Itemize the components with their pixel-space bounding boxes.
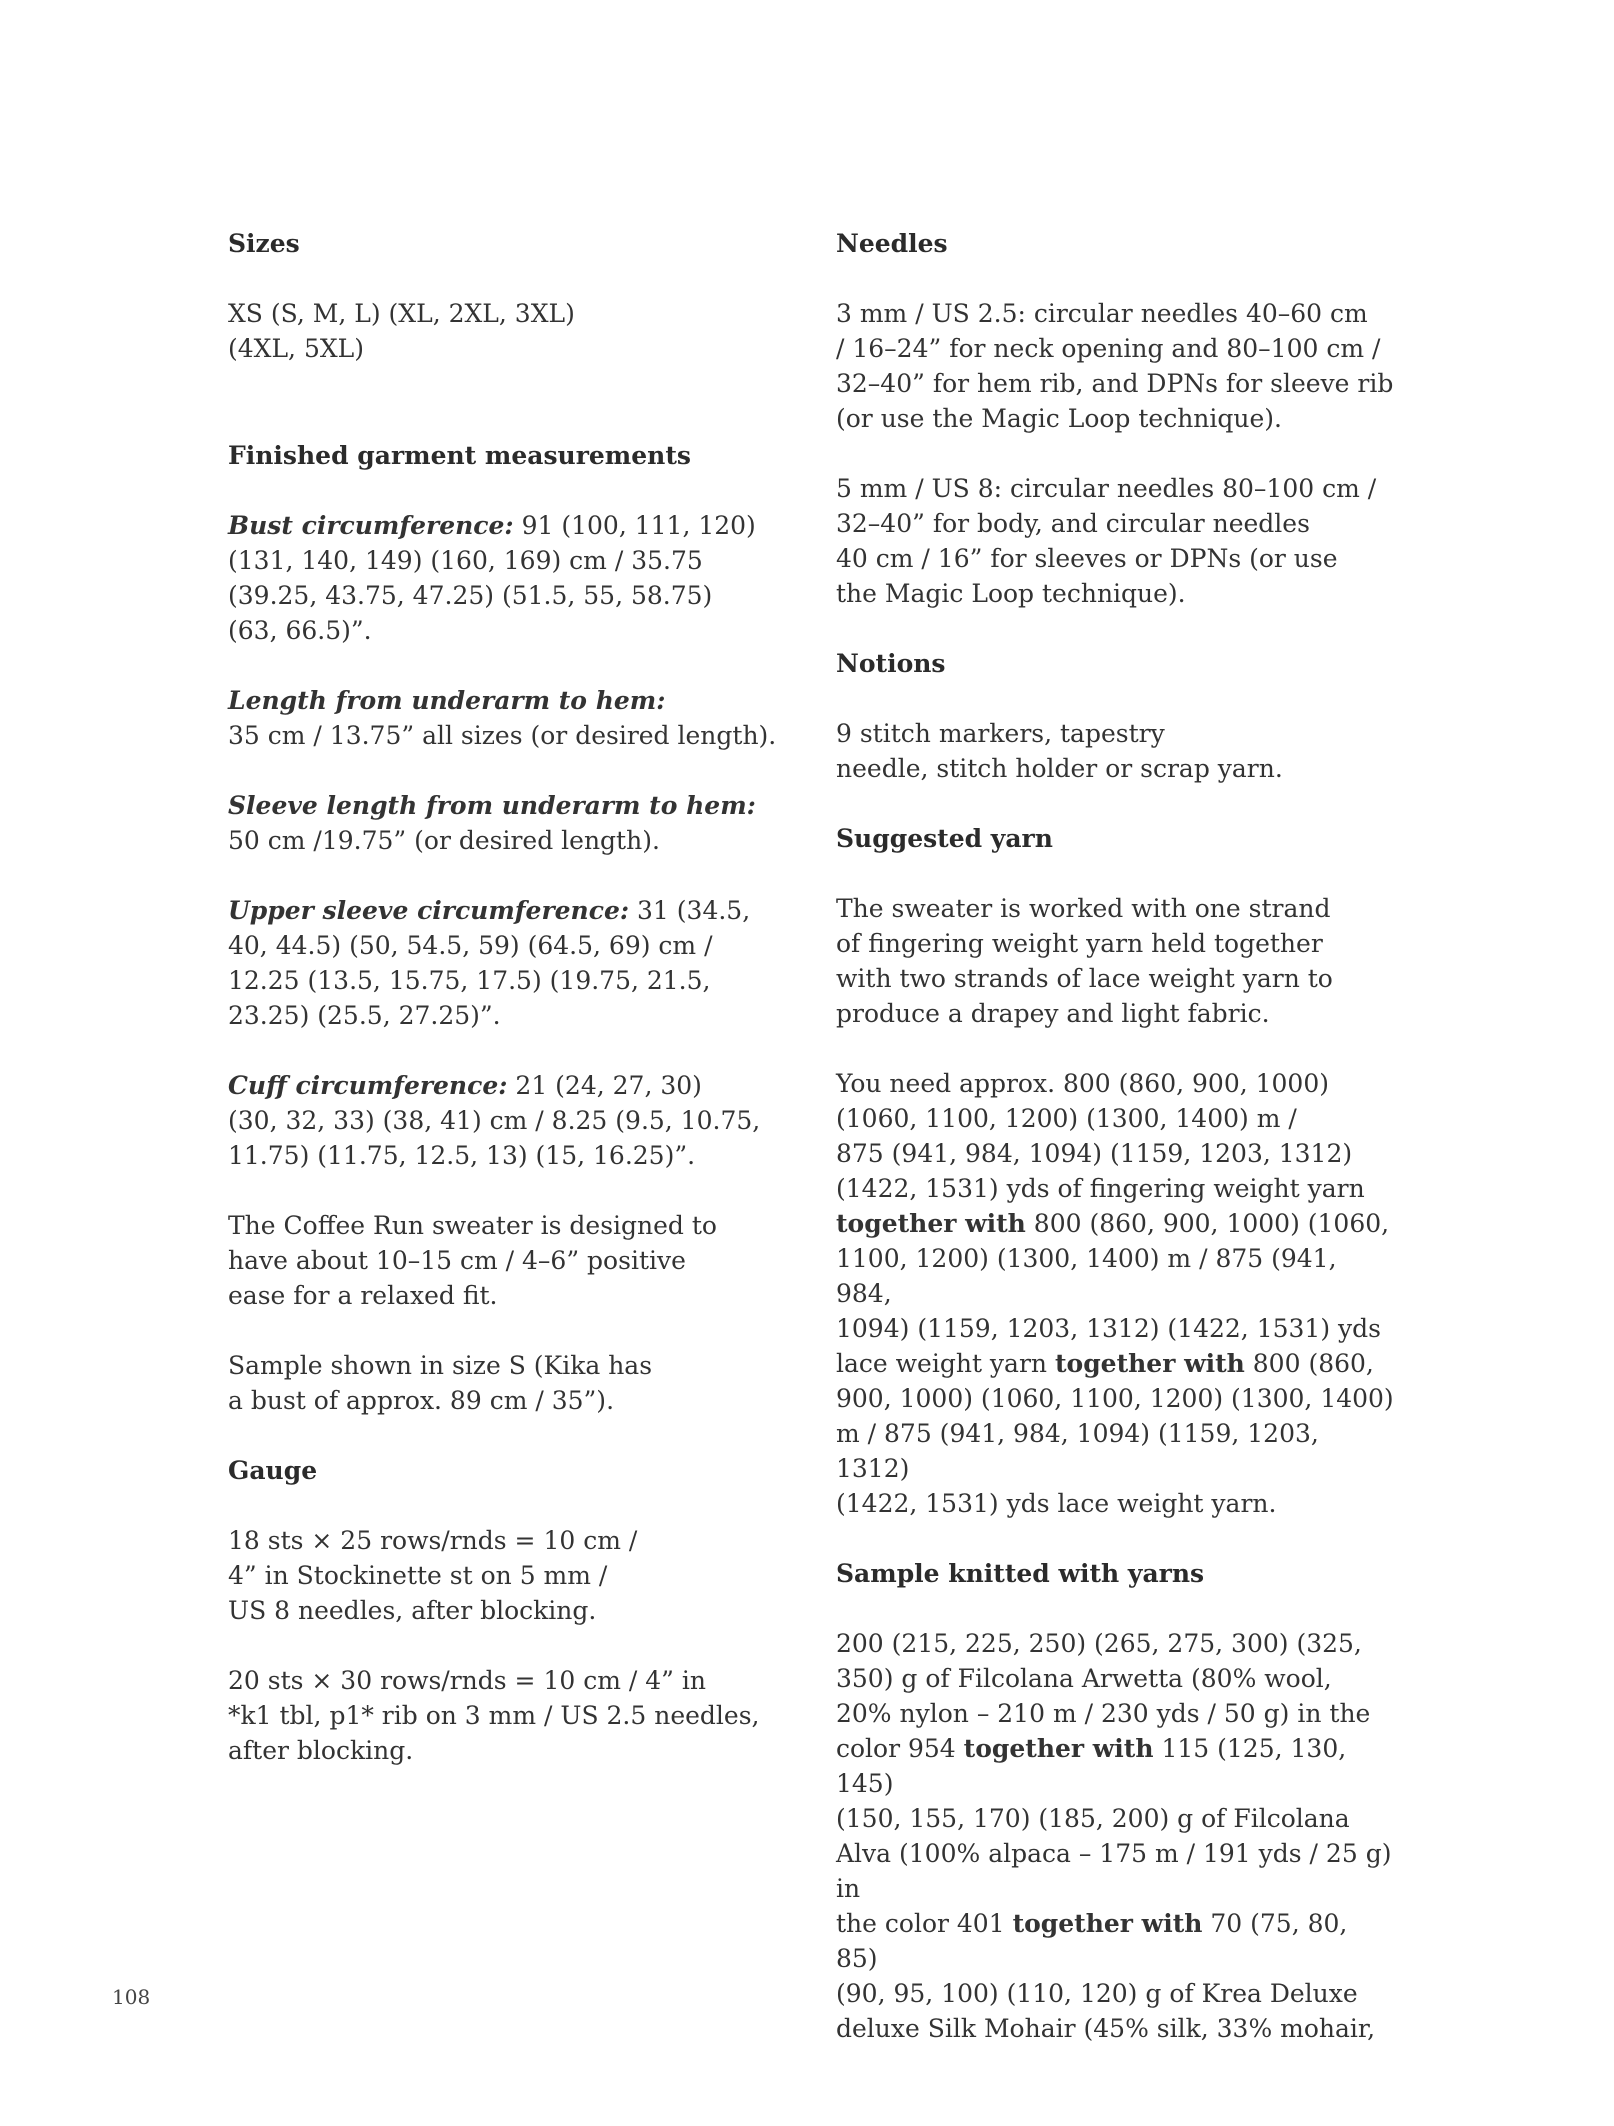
yarn-amounts-part-3: 800 (860, 900, 1000) (1060, 1100, 1200) (1300, 1400) m / 875 (941, 984, 1094) (1159, 1203, 1312) (1422, 1531) yds lace weight yarn. [836, 1349, 1394, 1518]
sample-yarns-heading: Sample knitted with yarns [836, 1559, 1205, 1588]
measurements-heading: Finished garment measurements [228, 441, 691, 470]
page-number: 108 [112, 1985, 151, 2009]
needles-text-3mm: 3 mm / US 2.5: circular needles 40–60 cm / 16–24” for neck opening and 80–100 cm / 32–40” for hem rib, and DPNs for sleeve rib (or use the Magic Loop technique). [836, 299, 1394, 433]
yarn-amounts-part-2: 800 (860, 900, 1000) (1060, 1100, 1200) (1300, 1400) m / 875 (941, 984, 1094) (1159, 1203, 1312) (1422, 1531) yds lace weight yarn [836, 1209, 1390, 1378]
sample-yarns-part-1: 200 (215, 225, 250) (265, 275, 300) (325, 350) g of Filcolana Arwetta (80% wool, 20% nylon – 210 m / 230 yds / 50 g) in the color 954 [836, 1629, 1371, 1763]
together-with-1: together with [836, 1209, 1026, 1238]
sleeve-length [228, 788, 788, 858]
notions-heading: Notions [836, 649, 946, 678]
cuff-circumference [228, 1068, 788, 1173]
together-with-3: together with [963, 1734, 1154, 1763]
length-value: 35 cm / 13.75” all sizes (or desired length). [228, 721, 777, 750]
sizes-heading: Sizes [228, 229, 300, 258]
bust-value: 91 (100, 111, 120) (131, 140, 149) (160, 169) cm / 35.75 (39.25, 43.75, 47.25) (51.5, 55, 58.75) (63, 66.5)”. [228, 511, 756, 645]
ease-text: The Coffee Run sweater is designed to have about 10–15 cm / 4–6” positive ease for a relaxed fit. [228, 1211, 717, 1310]
suggested-yarn-text: The sweater is worked with one strand of fingering weight yarn held together with two strands of lace weight yarn to produce a drapey and light fabric. [836, 894, 1333, 1028]
upper-value: 31 (34.5, 40, 44.5) (50, 54.5, 59) (64.5, 69) cm / 12.25 (13.5, 15.75, 17.5) (19.75, 21.5, 23.25) (25.5, 27.25)”. [228, 896, 751, 1030]
yarn-amounts-part-1: You need approx. 800 (860, 900, 1000) (1060, 1100, 1200) (1300, 1400) m / 875 (941, 984, 1094) (1159, 1203, 1312) (1422, 1531) yds of fingering weight yarn [836, 1069, 1365, 1203]
cuff-value: 21 (24, 27, 30) (30, 32, 33) (38, 41) cm / 8.25 (9.5, 10.75, 11.75) (11.75, 12.5, 13) (15, 16.25)”. [228, 1071, 761, 1170]
gauge-text-stockinette: 18 sts × 25 rows/rnds = 10 cm / 4” in Stockinette st on 5 mm / US 8 needles, after blocking. [228, 1526, 638, 1625]
bust-circumference [228, 508, 788, 648]
length-label: Length from underarm to hem: [228, 686, 666, 715]
cuff-label: Cuff circumference: [228, 1071, 508, 1100]
sleeve-value: 50 cm /19.75” (or desired length). [228, 826, 660, 855]
sleeve-label: Sleeve length from underarm to hem: [228, 791, 756, 820]
notions-text: 9 stitch markers, tapestry needle, stitch holder or scrap yarn. [836, 719, 1283, 783]
together-with-2: together with [1054, 1349, 1245, 1378]
right-column [836, 226, 1396, 2081]
upper-sleeve-circumference [228, 893, 788, 1033]
gauge-text-rib: 20 sts × 30 rows/rnds = 10 cm / 4” in *k1 tbl, p1* rib on 3 mm / US 2.5 needles, after blocking. [228, 1666, 760, 1765]
yarn-amounts [836, 1066, 1396, 1521]
left-column [228, 226, 788, 1803]
gauge-heading: Gauge [228, 1456, 318, 1485]
suggested-yarn-heading: Suggested yarn [836, 824, 1053, 853]
sizes-text: XS (S, M, L) (XL, 2XL, 3XL) (4XL, 5XL) [228, 299, 575, 363]
bust-label: Bust circumference: [228, 511, 514, 540]
length-underarm-hem [228, 683, 788, 753]
together-with-4: together with [1012, 1909, 1203, 1938]
upper-label: Upper sleeve circumference: [228, 896, 630, 925]
sample-size-text: Sample shown in size S (Kika has a bust of approx. 89 cm / 35”). [228, 1351, 653, 1415]
needles-text-5mm: 5 mm / US 8: circular needles 80–100 cm / 32–40” for body, and circular needles 40 cm / 16” for sleeves or DPNs (or use the Magic Loop technique). [836, 474, 1377, 608]
sample-yarns-part-3: 70 (75, 80, 85) (90, 95, 100) (110, 120) g of Krea Deluxe deluxe Silk Mohair (45% silk, 33% mohair, [836, 1909, 1376, 2043]
sample-yarns-text [836, 1626, 1396, 2046]
needles-heading: Needles [836, 229, 948, 258]
sample-yarns-part-2: 115 (125, 130, 145) (150, 155, 170) (185, 200) g of Filcolana Alva (100% alpaca – 175 m / 191 yds / 25 g) in the color 401 [836, 1734, 1392, 1938]
